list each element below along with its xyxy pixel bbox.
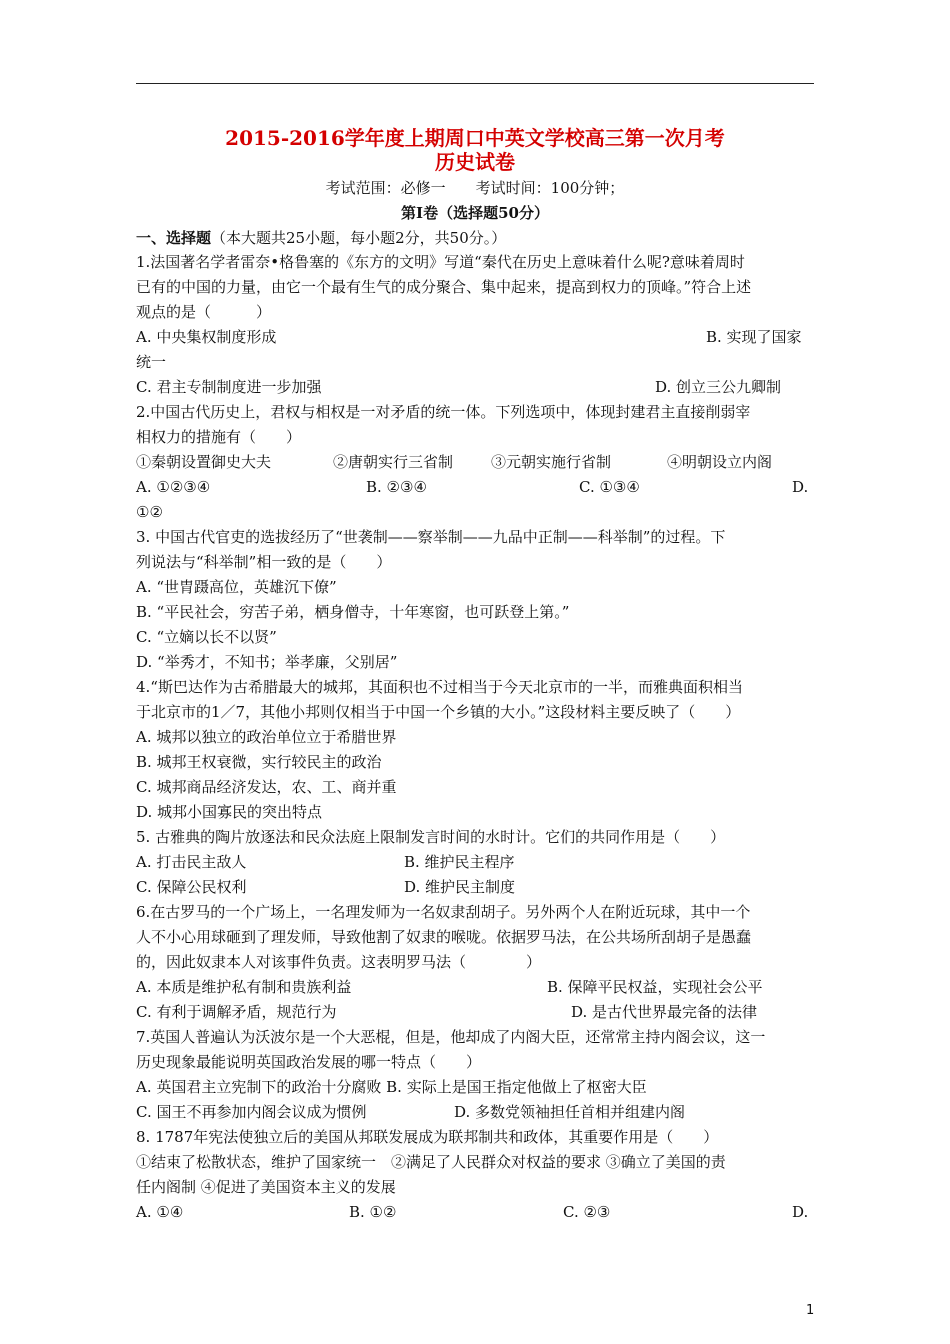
- q4-line-2: 于北京市的1／7，其他小邦则仅相当于中国一个乡镇的大小。”这段材料主要反映了（ ）: [136, 703, 741, 721]
- exam-subtitle: 历史试卷: [435, 150, 515, 174]
- q2-option-c: C. ①③④: [579, 478, 640, 496]
- q8-line-2: ①结束了松散状态，维护了国家统一 ②满足了人民群众对权益的要求 ③确立了美国的责: [136, 1153, 726, 1171]
- q6-line-2: 人不小心用球砸到了理发师，导致他割了奴隶的喉咙。依据罗马法，在公共场所刮胡子是愚蠢: [136, 928, 752, 946]
- q2-option-a: A. ①②③④: [136, 478, 211, 496]
- q1-line-3: 观点的是（ ）: [136, 303, 272, 321]
- q4-option-c: C. 城邦商品经济发达，农、工、商并重: [136, 778, 397, 796]
- q8-option-a: A. ①④: [136, 1203, 184, 1221]
- q7-option-d: D. 多数党领袖担任首相并组建内阁: [454, 1103, 686, 1121]
- q2-item-2: ②唐朝实行三省制: [333, 453, 454, 471]
- q7-option-c: C. 国王不再参加内阁会议成为惯例: [136, 1103, 367, 1121]
- q8-line-1: 8. 1787年宪法使独立后的美国从邦联发展成为联邦制共和政体，其重要作用是（ ）: [136, 1128, 719, 1146]
- q6-line-1: 6.在古罗马的一个广场上，一名理发师为一名奴隶刮胡子。另外两个人在附近玩球，其中一个: [136, 903, 751, 921]
- q1-option-b-cont: 统一: [136, 353, 167, 371]
- q1-option-c: C. 君主专制制度进一步加强: [136, 378, 322, 396]
- q5-option-c: C. 保障公民权利: [136, 878, 247, 896]
- q7-option-ab: A. 英国君主立宪制下的政治十分腐败 B. 实际上是国王指定他做上了枢密大臣: [136, 1078, 647, 1096]
- q2-line-1: 2.中国古代历史上，君权与相权是一对矛盾的统一体。下列选项中，体现封建君主直接削弱宰: [136, 403, 751, 421]
- q8-line-3: 任内阁制 ④促进了美国资本主义的发展: [136, 1178, 396, 1196]
- q1-option-a: A. 中央集权制度形成: [136, 328, 277, 346]
- part-title: 第Ⅰ卷（选择题50分）: [401, 204, 549, 222]
- header-rule: [136, 83, 814, 84]
- q5-option-a: A. 打击民主敌人: [136, 853, 247, 871]
- exam-info: 考试范围：必修一 考试时间：100分钟；: [325, 179, 625, 197]
- q5-option-b: B. 维护民主程序: [404, 853, 515, 871]
- q4-option-d: D. 城邦小国寡民的突出特点: [136, 803, 323, 821]
- q3-option-a: A. “世胄蹑高位，英雄沉下僚”: [136, 578, 337, 596]
- q4-option-b: B. 城邦王权衰微，实行较民主的政治: [136, 753, 382, 771]
- q3-line-1: 3. 中国古代官吏的选拔经历了“世袭制——察举制——九品中正制——科举制”的过程。下: [136, 528, 726, 546]
- q4-option-a: A. 城邦以独立的政治单位立于希腊世界: [136, 728, 397, 746]
- q1-line-1: 1.法国著名学者雷奈•格鲁塞的《东方的文明》写道“秦代在历史上意味着什么呢?意味着周时: [136, 253, 745, 271]
- section-note: （本大题共25小题，每小题2分，共50分。）: [211, 229, 507, 247]
- q5-line-1: 5. 古雅典的陶片放逐法和民众法庭上限制发言时间的水时计。它们的共同作用是（ ）: [136, 828, 726, 846]
- page-number: 1: [806, 1303, 815, 1318]
- q7-line-1: 7.英国人普遍认为沃波尔是一个大恶棍，但是，他却成了内阁大臣，还常常主持内阁会议，这一: [136, 1028, 766, 1046]
- q1-option-b: B. 实现了国家: [706, 328, 802, 346]
- q2-line-2: 相权力的措施有（ ）: [136, 428, 302, 446]
- q7-line-2: 历史现象最能说明英国政治发展的哪一特点（ ）: [136, 1053, 482, 1071]
- q1-line-2: 已有的中国的力量，由它一个最有生气的成分聚合、集中起来，提高到权力的顶峰。”符合上述: [136, 278, 752, 296]
- q6-option-a: A. 本质是维护私有制和贵族利益: [136, 978, 352, 996]
- q6-option-c: C. 有利于调解矛盾，规范行为: [136, 1003, 337, 1021]
- q2-option-d-cont: ①②: [136, 503, 163, 521]
- q6-line-3: 的，因此奴隶本人对该事件负责。这表明罗马法（ ）: [136, 953, 542, 971]
- section-heading: [136, 228, 506, 248]
- exam-title: 2015-2016学年度上期周口中英文学校高三第一次月考: [225, 126, 725, 150]
- q8-option-b: B. ①②: [349, 1203, 397, 1221]
- q3-option-b: B. “平民社会，穷苦子弟，栖身僧寺，十年寒窗，也可跃登上第。”: [136, 603, 570, 621]
- q6-option-b: B. 保障平民权益，实现社会公平: [547, 978, 763, 996]
- q8-option-d: D.: [792, 1203, 809, 1221]
- section-heading-label: 一、选择题: [136, 229, 212, 247]
- q2-item-1: ①秦朝设置御史大夫: [136, 453, 272, 471]
- q6-option-d: D. 是古代世界最完备的法律: [571, 1003, 758, 1021]
- q3-line-2: 列说法与“科举制”相一致的是（ ）: [136, 553, 392, 571]
- q5-option-d: D. 维护民主制度: [404, 878, 516, 896]
- q4-line-1: 4.“斯巴达作为古希腊最大的城邦，其面积也不过相当于今天北京市的一半，而雅典面积相当: [136, 678, 743, 696]
- q3-option-d: D. “举秀才，不知书；举孝廉，父别居”: [136, 653, 398, 671]
- q2-option-b: B. ②③④: [366, 478, 427, 496]
- q2-item-4: ④明朝设立内阁: [667, 453, 773, 471]
- q2-item-3: ③元朝实施行省制: [491, 453, 612, 471]
- q2-option-d: D.: [792, 478, 809, 496]
- q1-option-d: D. 创立三公九卿制: [655, 378, 782, 396]
- q3-option-c: C. “立嫡以长不以贤”: [136, 628, 277, 646]
- q8-option-c: C. ②③: [563, 1203, 611, 1221]
